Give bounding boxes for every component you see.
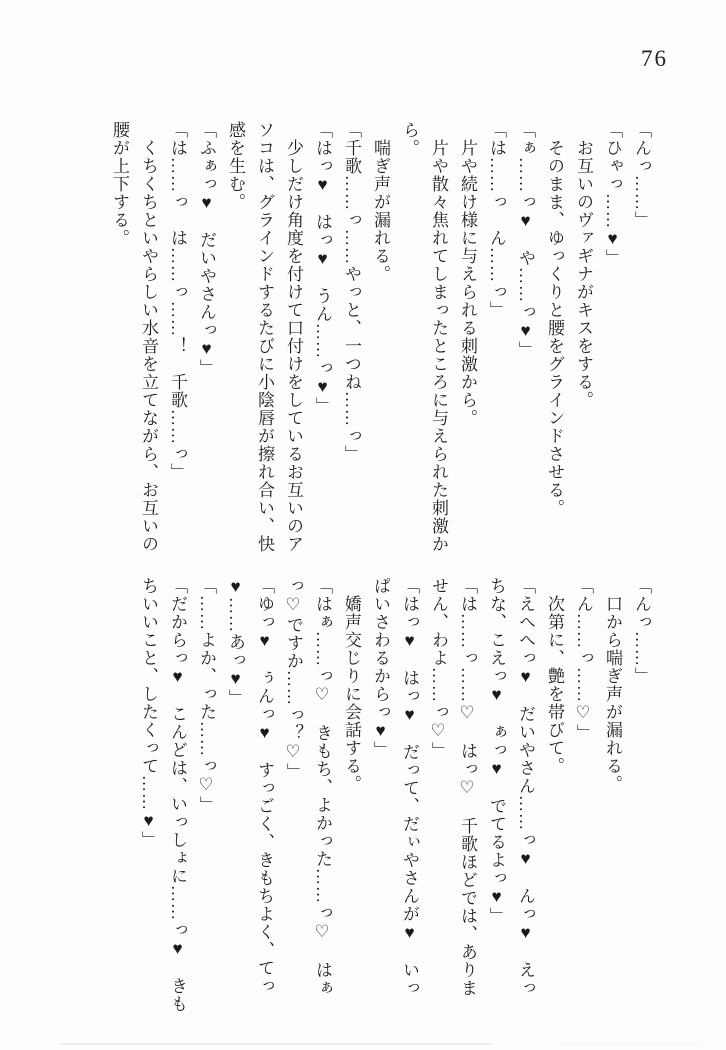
narration-paragraph: 口から喘ぎ声が漏れる。 bbox=[603, 595, 622, 793]
page-bottom-edge-line-faint bbox=[560, 1044, 700, 1045]
narration-paragraph: 片や続け様に与えられる刺激から。 bbox=[458, 139, 477, 427]
page-number: 76 bbox=[641, 46, 668, 71]
text-band-upper bbox=[105, 121, 656, 557]
dialogue-paragraph: 「は……っ は……っ……！ 千歌……っ」 bbox=[168, 121, 187, 481]
dialogue-paragraph: 「んっ……」 bbox=[632, 121, 651, 229]
dialogue-paragraph: 「ん……っ……♡」 bbox=[574, 577, 593, 742]
dialogue-paragraph: 「ゆっ♥ ぅんっ♥ すっごく、きもちよく、てっ♥……あっ♥」 bbox=[226, 577, 274, 995]
dialogue-paragraph: 「はっ♥ はっ♥ だって、だぃやさんが♥ いっぱいさわるからっ♥」 bbox=[371, 577, 419, 997]
narration-paragraph: 喘ぎ声が漏れる。 bbox=[371, 139, 390, 283]
dialogue-paragraph: 「ひゃっ……♥」 bbox=[603, 121, 622, 267]
dialogue-paragraph: 「はっ♥ はっ♥ うん……っ♥」 bbox=[313, 121, 332, 415]
dialogue-paragraph: 「えへへっ♥ だいやさん……っ♥ んっ♥ えっちな、こえっ♥ ぁっ♥ でてるよっ♥」 bbox=[487, 577, 535, 997]
narration-paragraph: 少しだけ角度を付けて口付けをしているお互いのアソコは、グラインドするたびに小陰唇が擦れ合い、快感を生む。 bbox=[226, 121, 303, 553]
text-band-lower bbox=[134, 577, 656, 1013]
dialogue-paragraph: 「ふぁっ♥ だいやさんっ♥」 bbox=[197, 121, 216, 377]
narration-paragraph: お互いのヴァギナがキスをする。 bbox=[574, 139, 593, 409]
page-bottom-edge-line bbox=[62, 1043, 490, 1045]
dialogue-paragraph: 「ぁ……っ♥ や……っ♥」 bbox=[516, 121, 535, 359]
narration-paragraph: 次第に、艶を帯びて。 bbox=[545, 595, 564, 775]
narration-paragraph: 片や散々焦れてしまったところに与えられた刺激から。 bbox=[400, 121, 448, 553]
dialogue-paragraph: 「は……っ……♡ はっ♡ 千歌ほどでは、ありません、わよ……っ♡」 bbox=[429, 577, 477, 997]
dialogue-paragraph: 「だからっ♥ こんどは、いっしょに……っ♥ きもちいいこと、したくって……♥」 bbox=[139, 577, 187, 1013]
narration-paragraph: そのまま、ゆっくりと腰をグラインドさせる。 bbox=[545, 139, 564, 517]
dialogue-paragraph: 「……よか、った……っ♡」 bbox=[197, 577, 216, 814]
dialogue-paragraph: 「千歌……っ……やっと、一つね……っ」 bbox=[342, 121, 361, 463]
dialogue-paragraph: 「はぁ……っ♡ きもち、よかった……っ♡ はぁっ♡ですか……っ？♡」 bbox=[284, 577, 332, 997]
dialogue-paragraph: 「んっ……」 bbox=[632, 577, 651, 685]
narration-paragraph: 嬌声交じりに会話する。 bbox=[342, 595, 361, 793]
narration-paragraph: くちくちといやらしい水音を立てながら、お互いの腰が上下する。 bbox=[110, 121, 158, 553]
dialogue-paragraph: 「は……っ ん……っ」 bbox=[487, 121, 506, 319]
